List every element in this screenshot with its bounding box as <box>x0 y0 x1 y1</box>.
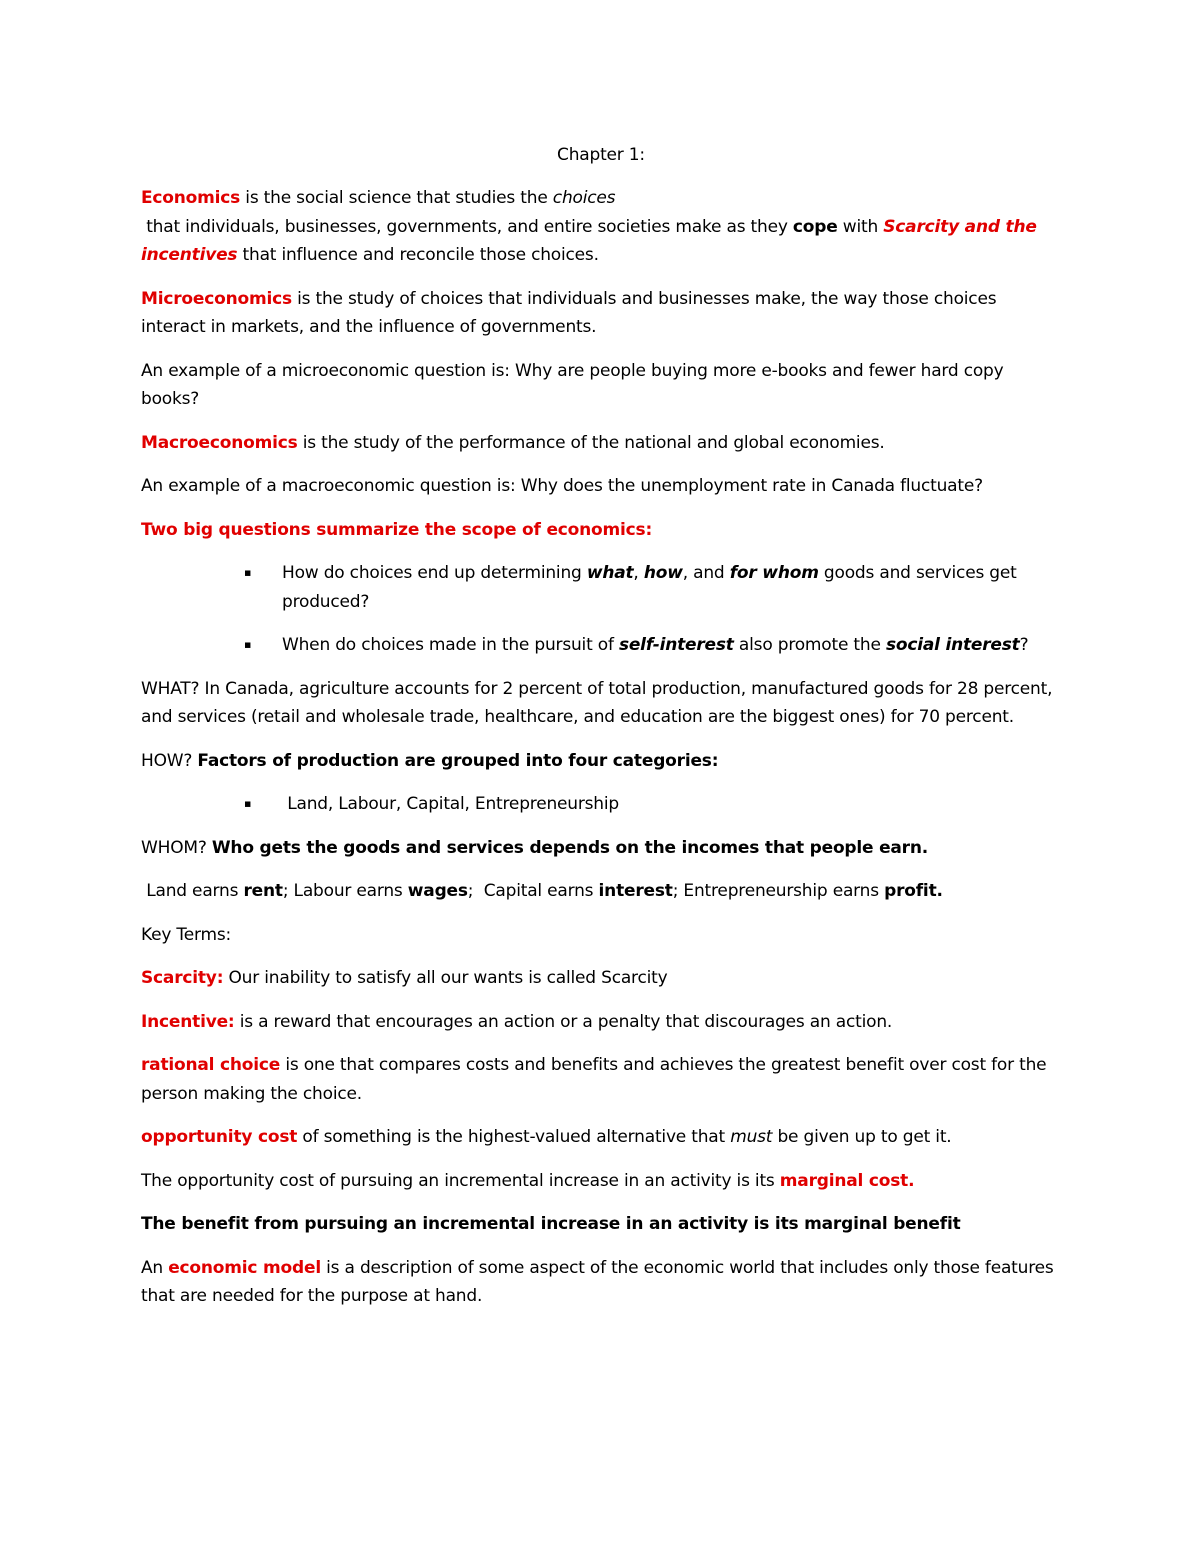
document-page <box>141 140 1061 1326</box>
paragraph-marginal-benefit: The benefit from pursuing an incremental increase in an activity is its marginal benefit <box>141 1214 961 1234</box>
list-item: ▪ When do choices made in the pursuit of self-interest also promote the social interest? <box>141 631 1061 660</box>
emphasis-how: how <box>643 563 683 583</box>
emphasis-interest: interest <box>598 881 673 901</box>
factors-list <box>141 790 1061 819</box>
chapter-title: Chapter 1: <box>557 145 645 165</box>
emphasis-what: what <box>586 563 634 583</box>
emphasis-wages: wages <box>407 881 468 901</box>
big-questions-list <box>141 559 1061 660</box>
term-microeconomics: Microeconomics <box>141 288 292 309</box>
emphasis-cope: cope <box>792 216 838 237</box>
list-item: ▪ Land, Labour, Capital, Entrepreneurship <box>141 790 1061 819</box>
paragraph-micro-example: An example of a microeconomic question is: Why are people buying more e-books and fewer hard copy books? <box>141 360 1004 409</box>
paragraph-macro-example: An example of a macroeconomic question is: Why does the unemployment rate in Canada fluctuate? <box>141 476 983 496</box>
factors-heading: Factors of production are grouped into four categories: <box>197 750 719 771</box>
bullet-icon: ▪ <box>244 797 252 810</box>
term-scarcity-incentives: Scarcity and the incentives <box>141 216 1037 265</box>
term-economics: Economics <box>141 188 241 208</box>
term-incentive: Incentive: <box>141 1011 235 1032</box>
emphasis-profit: profit <box>884 881 937 901</box>
definition-economic-model: An economic model is a description of some aspect of the economic world that includes only those features that are needed for the purpose at hand. <box>141 1257 1054 1306</box>
emphasis-must: must <box>730 1127 773 1147</box>
paragraph-microeconomics-definition: Microeconomics is the study of choices that individuals and businesses make, the way those choices interact in markets, and the influence of governments. <box>141 288 997 337</box>
term-economic-model: economic model <box>168 1257 321 1278</box>
paragraph-macroeconomics-definition: Macroeconomics is the study of the performance of the national and global economies. <box>141 432 885 453</box>
whom-statement: Who gets the goods and services depends on the incomes that people earn. <box>211 837 929 858</box>
big-questions-heading: Two big questions summarize the scope of economics: <box>141 519 653 540</box>
bullet-icon: ▪ <box>244 566 252 579</box>
list-item: ▪ How do choices end up determining what, how, and for whom goods and services get produced? <box>141 559 1061 616</box>
term-rational-choice: rational choice <box>141 1055 281 1075</box>
emphasis-rent: rent <box>243 881 283 901</box>
term-marginal-cost: marginal cost. <box>779 1170 915 1191</box>
paragraph-earnings: Land earns rent; Labour earns wages; Capital earns interest; Entrepreneurship earns profit. <box>141 881 943 901</box>
bullet-icon: ▪ <box>244 638 252 651</box>
definition-rational-choice: rational choice is one that compares costs and benefits and achieves the greatest benefit over cost for the person making the choice. <box>141 1055 1047 1104</box>
paragraph-economics-definition: Economics is the social science that studies the choices that individuals, businesses, governments, and entire societies make as they cope with Scarcity and the incentives that influence and reconcile those choices. <box>141 188 1037 265</box>
paragraph-what: WHAT? In Canada, agriculture accounts for 2 percent of total production, manufactured goods for 28 percent, and services (retail and wholesale trade, healthcare, and education are the biggest ones) for 70 percent. <box>141 678 1053 727</box>
term-scarcity: Scarcity: <box>141 968 224 988</box>
term-macroeconomics: Macroeconomics <box>141 432 298 453</box>
emphasis-social-interest: social interest <box>885 635 1020 655</box>
paragraph-whom: WHOM? Who gets the goods and services depends on the incomes that people earn. <box>141 837 929 858</box>
emphasis-for-whom: for whom <box>729 563 819 583</box>
paragraph-how: HOW? Factors of production are grouped into four categories: <box>141 750 719 771</box>
paragraph-marginal-cost: The opportunity cost of pursuing an incremental increase in an activity is its marginal cost. <box>141 1170 915 1191</box>
key-terms-heading: Key Terms: <box>141 924 232 945</box>
emphasis-choices: choices <box>552 188 616 208</box>
emphasis-self-interest: self-interest <box>618 635 734 655</box>
term-opportunity-cost: opportunity cost <box>141 1127 298 1147</box>
definition-incentive: Incentive: is a reward that encourages an action or a penalty that discourages an action. <box>141 1011 893 1032</box>
definition-scarcity: Scarcity: Our inability to satisfy all our wants is called Scarcity <box>141 968 668 988</box>
definition-opportunity-cost: opportunity cost of something is the highest-valued alternative that must be given up to get it. <box>141 1127 952 1147</box>
